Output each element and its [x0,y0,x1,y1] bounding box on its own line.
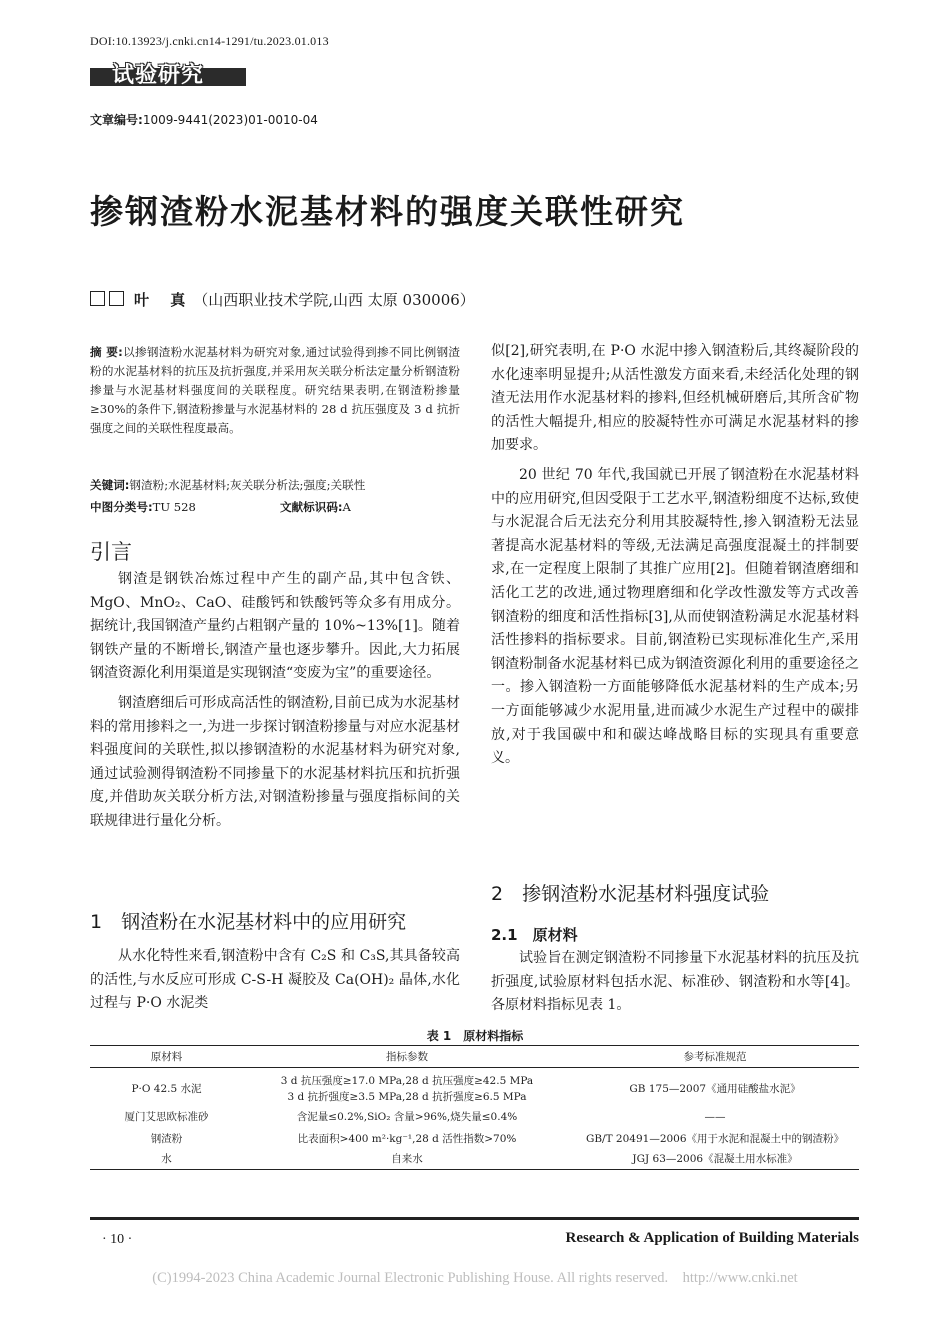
table-cell: P·O 42.5 水泥 [131,1083,202,1095]
keywords [90,476,460,495]
table-row [90,1107,859,1127]
table-cell: JGJ 63—2006《混凝土用水标准》 [571,1149,859,1170]
keywords-text: 钢渣粉;水泥基材料;灰关联分析法;强度;关联性 [129,478,366,492]
table-cell-line: 3 d 抗折强度≥3.5 MPa,28 d 抗折强度≥6.5 MPa [287,1091,527,1103]
intro-paragraph-2: 钢渣磨细后可形成高活性的钢渣粉,目前已成为水泥基材料的常用掺料之一,为进一步探讨钢渣粉掺量与对应水泥基材料强度间的关联性,拟以掺钢渣粉的水泥基材料为研究对象,通过试验测得钢渣粉不同掺量下的水泥基材料抗压和抗折强度,并借助灰关联分析方法,对钢渣粉掺量与强度指标间的关联规律进行量化分析。 [90,694,460,829]
section-badge [90,58,246,86]
table-cell: 含泥量≤0.2%,SiO₂ 含量>96%,烧失量≤0.4% [296,1111,518,1123]
table-header-row [90,1046,859,1068]
doc-code-value: A [342,500,351,514]
table-cell: —— [704,1111,726,1123]
table-cell: 自来水 [243,1149,571,1170]
author-affiliation: （山西职业技术学院,山西 太原 030006） [193,291,475,309]
doc-code-label: 文献标识码: [279,500,343,514]
section-1-paragraph-1-end: 似[2],研究表明,在 P·O 水泥中掺入钢渣粉后,其终凝阶段的水化速率明显提升;从活性激发方面来看,未经活化处理的钢渣无法用作水泥基材料的掺料,但经机械研磨后,其所含矿物的活性大幅提升,相应的胶凝特性亦可满足水泥基材料的掺加要求。 [491,343,859,454]
page-number: · 10 · [102,1232,133,1247]
doi: DOI:10.13923/j.cnki.cn14-1291/tu.2023.01.013 [90,34,329,48]
badge-text: 试验研究 [112,63,205,88]
table-cell: GB/T 20491—2006《用于水泥和混凝土中的钢渣粉》 [585,1133,845,1145]
article-number [90,111,318,128]
section-1-heading: 1 钢渣粉在水泥基材料中的应用研究 [90,911,407,933]
footer-rule [90,1217,859,1220]
table-cell-line: 3 d 抗压强度≥17.0 MPa,28 d 抗压强度≥42.5 MPa [280,1075,534,1087]
paper-title: 掺钢渣粉水泥基材料的强度关联性研究 [90,192,685,231]
clc-value: TU 528 [152,500,196,514]
table-row [90,1068,859,1108]
table-cell: GB 175—2007《通用硅酸盐水泥》 [629,1083,801,1095]
table-header-cell: 参考标准规范 [571,1046,859,1068]
abstract-label: 摘 要: [90,345,123,359]
clc-label: 中图分类号: [90,500,153,514]
section-1-paragraph-2: 20 世纪 70 年代,我国就已开展了钢渣粉在水泥基材料中的应用研究,但因受限于工艺水平,钢渣粉细度不达标,致使与水泥混合后无法充分利用其胶凝特性,掺入钢渣粉无法显著提高水泥基材料的等级,无法满足高强度混凝土的拌制要求,在一定程度上限制了其推广应用[2]。但随着钢渣磨细和活化工艺的改进,通过物理磨细和化学改性激发等方式改善钢渣粉的细度和活性指标[3],从而使钢渣粉满足水泥基材料活性掺料的指标要求。目前,钢渣粉已实现标准化生产,采用钢渣粉制备水泥基材料已成为钢渣资源化利用的重要途径之一。掺入钢渣粉一方面能够降低水泥基材料的生产成本;另一方面能够减少水泥用量,进而减少水泥生产过程中的碳排放,对于我国碳中和和碳达峰战略目标的实现具有重要意义。 [491,466,859,767]
table-row [90,1149,859,1170]
table-cell [243,1068,571,1108]
table-cell: 水 [90,1149,243,1170]
table-header-cell: 原材料 [90,1046,243,1068]
table-cell: 比表面积>400 m²·kg⁻¹,28 d 活性指数>70% [297,1133,517,1145]
author-box-icon [90,291,105,306]
article-number-label: 文章编号: [90,113,143,127]
author-name: 叶 真 [134,291,194,309]
keywords-label: 关键词: [90,478,130,492]
copyright-notice: (C)1994-2023 China Academic Journal Electronic Publishing House. All rights reserved. http://www.cnki.net [152,1270,798,1286]
subsection-2-1-heading: 2.1 原材料 [491,926,578,944]
table-row [90,1127,859,1149]
article-number-value: 1009-9441(2023)01-0010-04 [142,113,318,127]
section-2-heading: 2 掺钢渣粉水泥基材料强度试验 [491,883,770,905]
abstract-text: 以掺钢渣粉水泥基材料为研究对象,通过试验得到掺不同比例钢渣粉的水泥基材料的抗压及抗折强度,并采用灰关联分析法定量分析钢渣粉掺量与水泥基材料强度间的关联程度。研究结果表明,在钢渣粉掺量≥30%的条件下,钢渣粉掺量与水泥基材料的 28 d 抗压强度及 3 d 抗折强度之间的关联性程度最高。 [90,345,460,435]
table-header-cell: 指标参数 [243,1046,571,1068]
classification [90,499,460,515]
intro-body [90,568,460,834]
intro-paragraph-1: 钢渣是钢铁冶炼过程中产生的副产品,其中包含铁、MgO、MnO₂、CaO、硅酸钙和铁酸钙等众多有用成分。据统计,我国钢渣产量约占粗钢产量的 10%~13%[1]。随着钢铁产量的不断增长,钢渣产量也逐步攀升。因此,大力拓展钢渣资源化利用渠道是实现钢渣“变废为宝”的重要途径。 [90,571,460,682]
section-2-body [491,947,859,1018]
section-1-body-right [491,340,859,771]
table-cell: 厦门艾思欧标准砂 [124,1111,209,1123]
table-cell: 钢渣粉 [150,1133,183,1145]
table-caption: 表 1 原材料指标 [426,1029,524,1043]
section-2-paragraph-1: 试验旨在测定钢渣粉不同掺量下水泥基材料的抗压及抗折强度,试验原材料包括水泥、标准砂、钢渣粉和水等[4]。各原材料指标见表 1。 [491,950,859,1014]
intro-heading: 引言 [90,540,132,564]
materials-table [90,1045,859,1170]
abstract [90,343,460,438]
section-1-paragraph-1-start: 从水化特性来看,钢渣粉中含有 C₂S 和 C₃S,其具备较高的活性,与水反应可形成 C-S-H 凝胶及 Ca(OH)₂ 晶体,水化过程与 P·O 水泥类 [90,948,460,1012]
journal-name: Research & Application of Building Materials [565,1230,859,1246]
author-line [90,289,475,310]
section-1-body-left [90,945,460,1016]
author-box-icon [109,291,124,306]
